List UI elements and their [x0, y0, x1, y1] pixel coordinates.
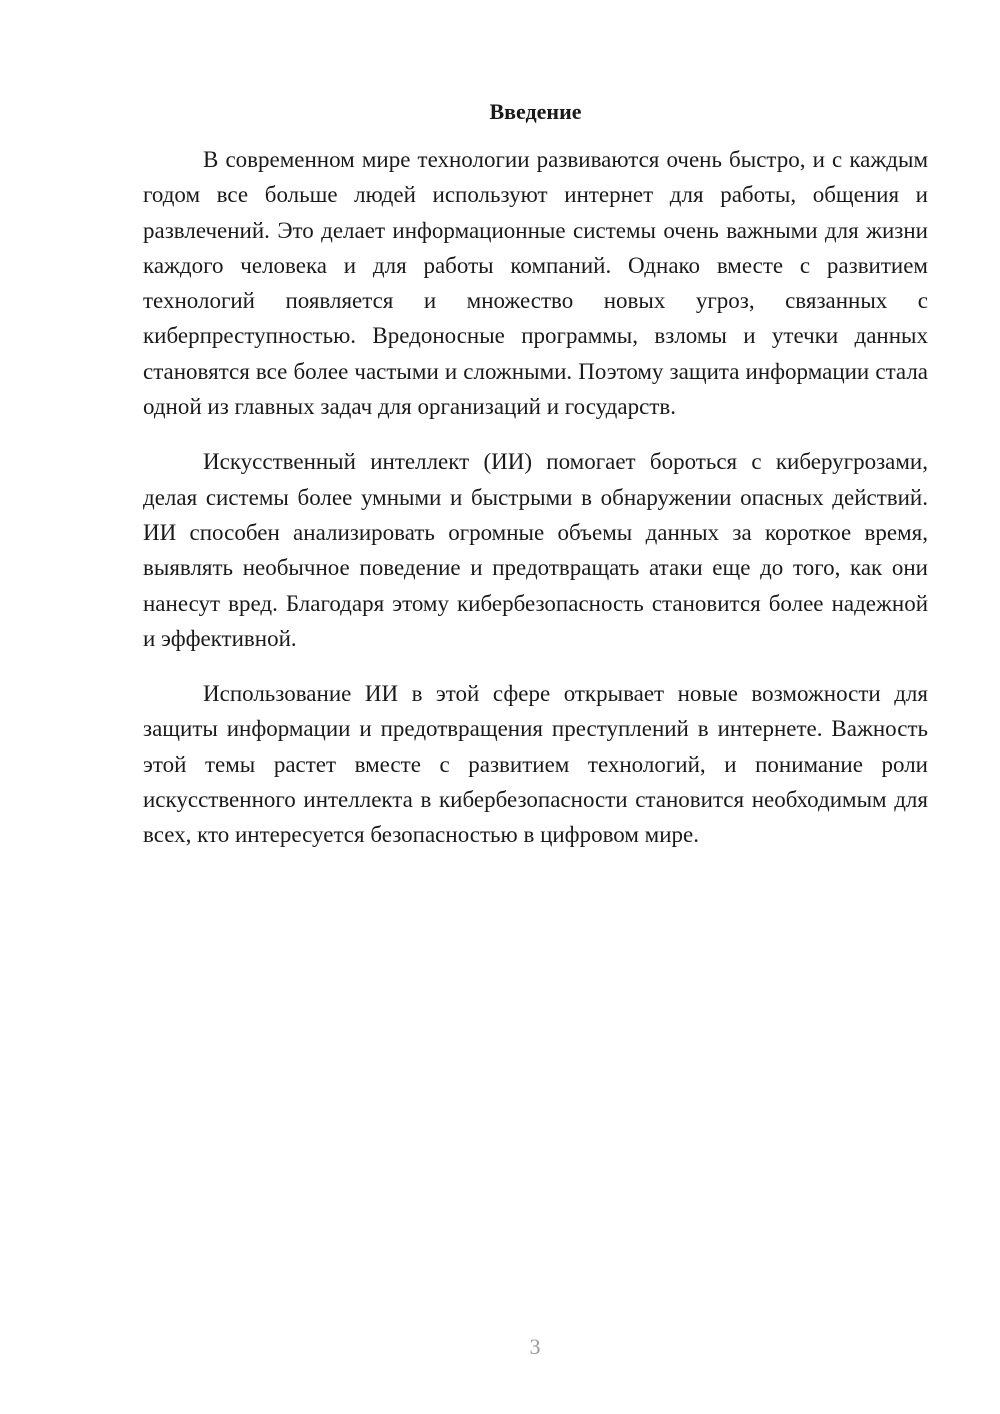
- page-number: 3: [529, 1334, 541, 1359]
- paragraph-1: В современном мире технологии развиваются очень быстро, и с каждым годом все больше людей используют интернет для работы, общения и развлечений. Это делает информационные системы очень важными для жизни каждого человека и для работы компаний. Однако вместе с развитием технологий появляется и множество новых угроз, связанных с киберпреступностью. Вредоносные программы, взломы и утечки данных становятся все более частыми и сложными. Поэтому защита информации стала одной из главных задач для организаций и государств.: [143, 147, 928, 420]
- paragraph-2: Искусственный интеллект (ИИ) помогает бороться с киберугрозами, делая системы более умными и быстрыми в обнаружении опасных действий. ИИ способен анализировать огромные объемы данных за короткое время, выявлять необычное поведение и предотвращать атаки еще до того, как они нанесут вред. Благодаря этому кибербезопасность становится более надежной и эффективной.: [143, 449, 928, 651]
- body-text: [143, 142, 928, 873]
- paragraph-3: Использование ИИ в этой сфере открывает новые возможности для защиты информации и предотвращения преступлений в интернете. Важность этой темы растет вместе с развитием технологий, и понимание роли искусственного интеллекта в кибербезопасности становится необходимым для всех, кто интересуется безопасностью в цифровом мире.: [143, 681, 928, 848]
- page-title: Введение: [489, 99, 582, 124]
